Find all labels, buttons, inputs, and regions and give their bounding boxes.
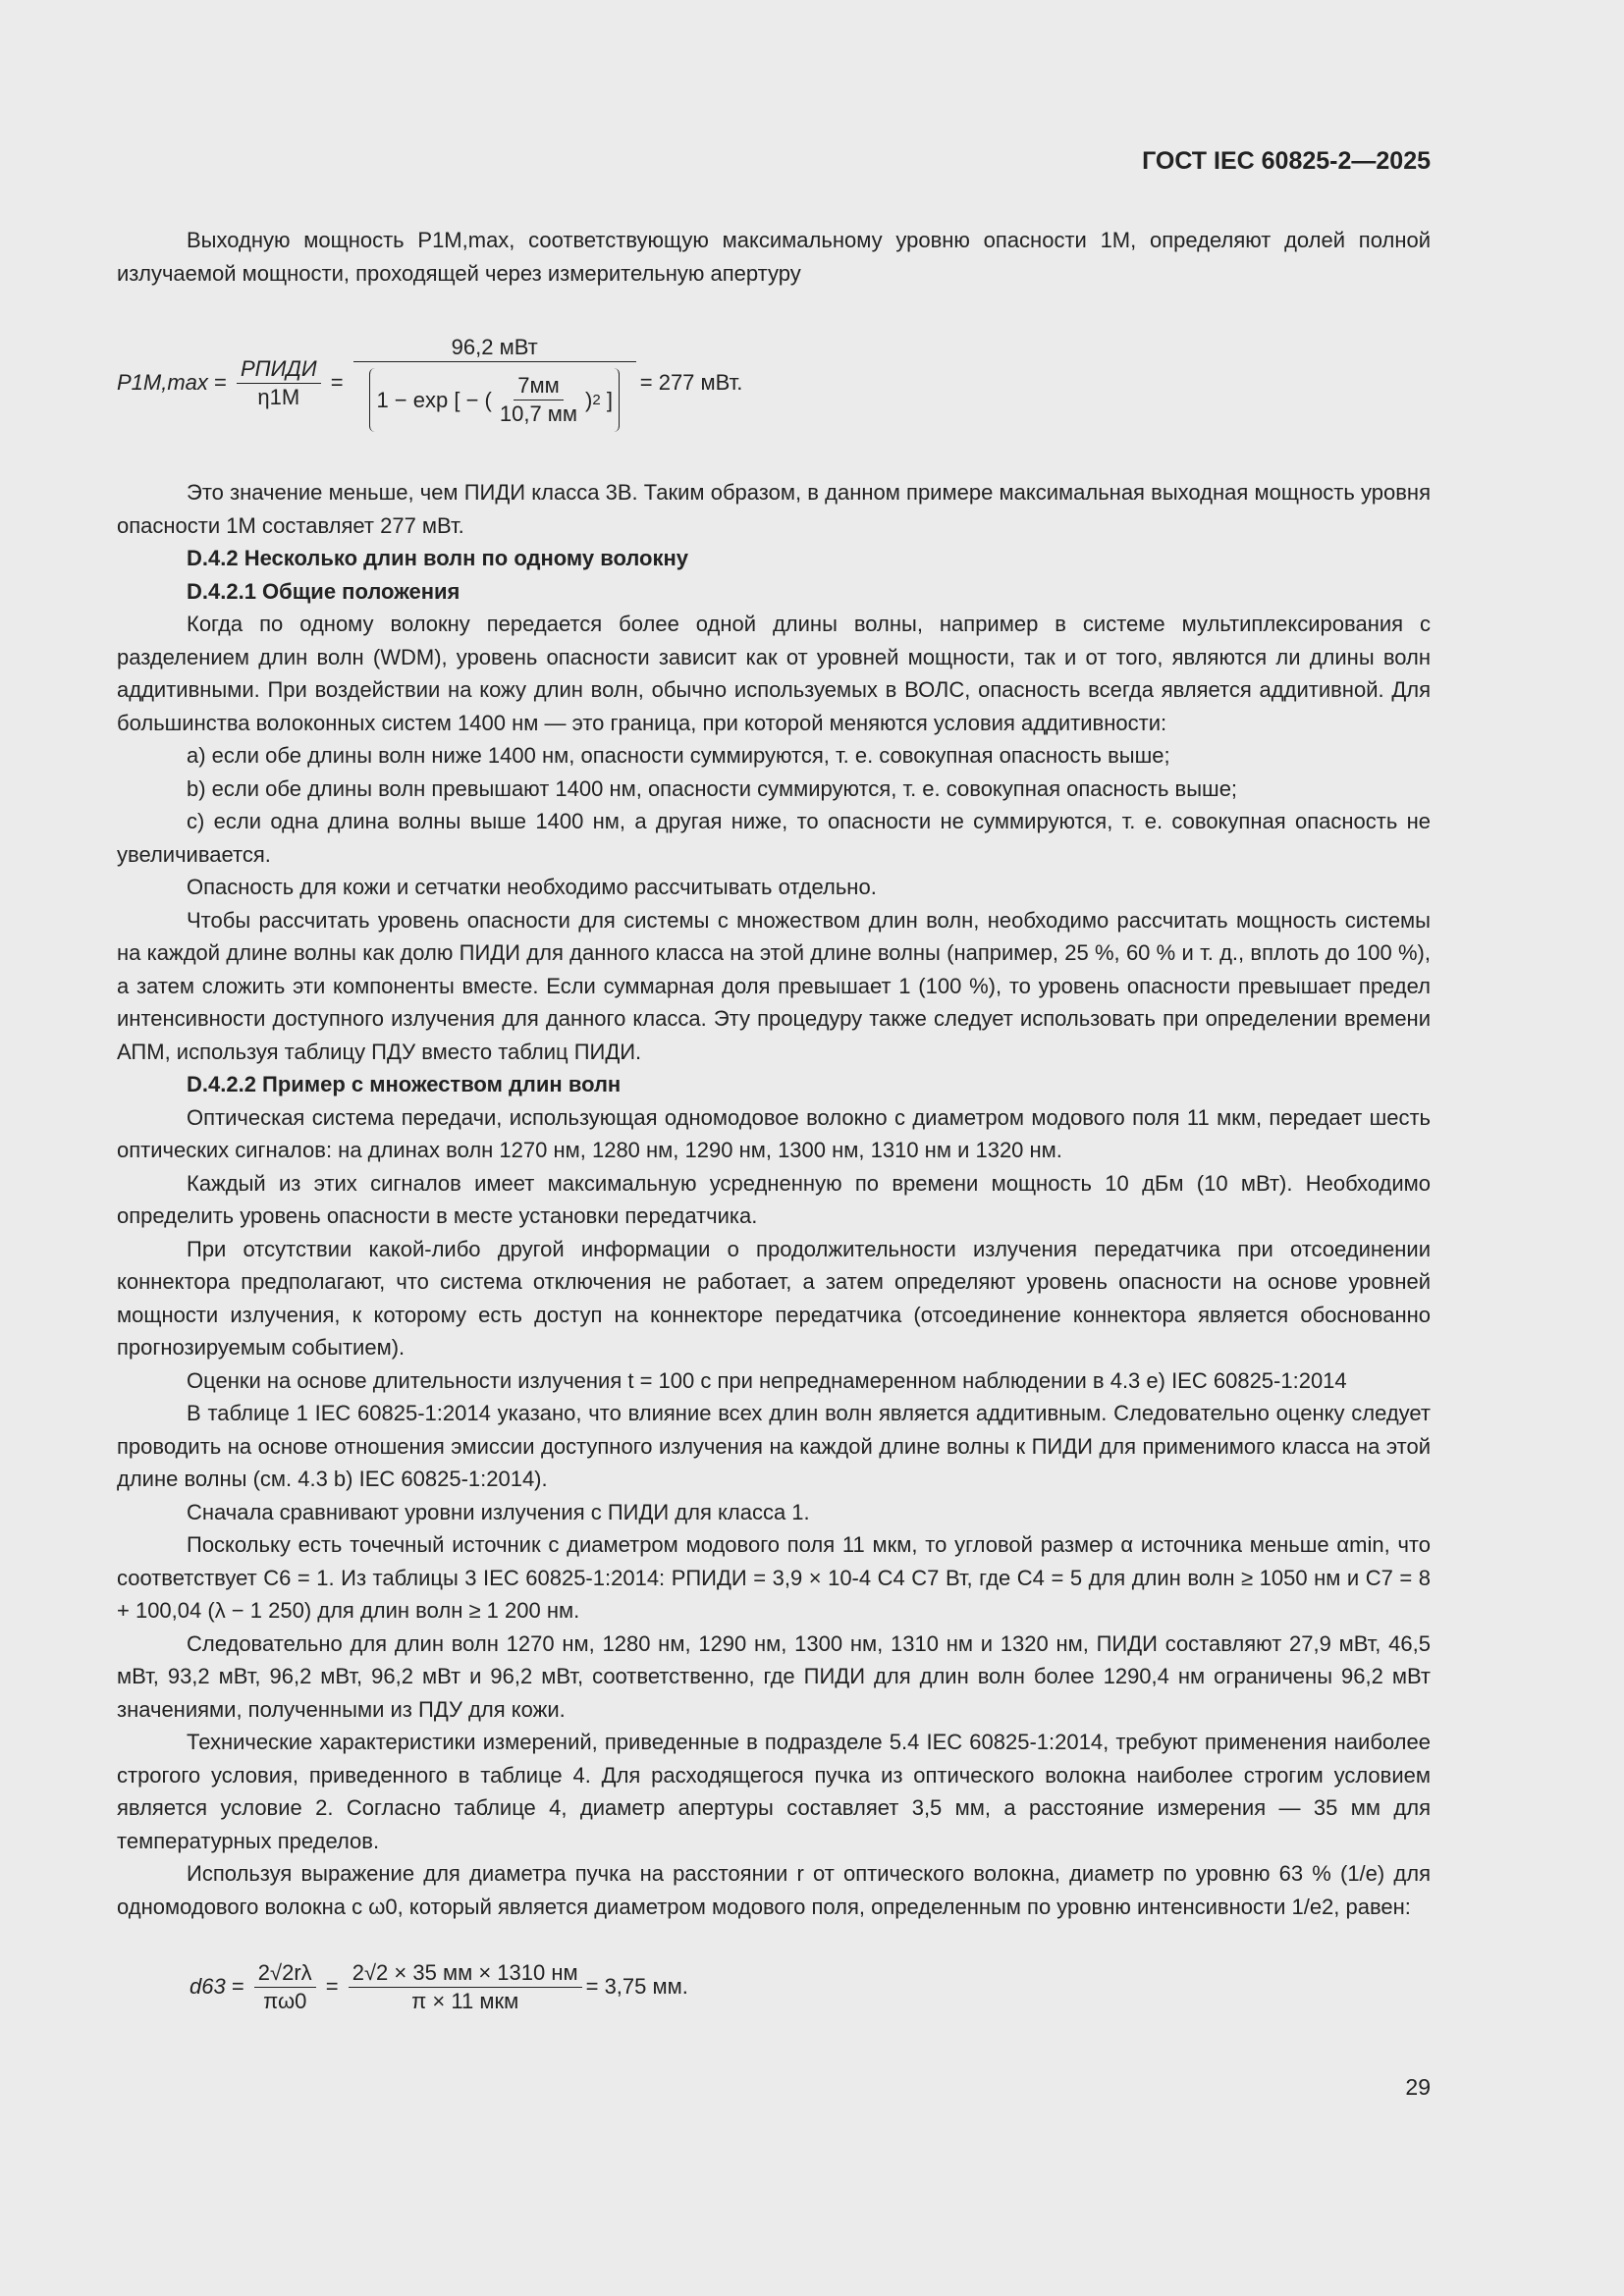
formula-exp-denominator xyxy=(365,362,623,432)
document-header: ГОСТ IEC 60825-2—2025 xyxy=(1142,147,1431,175)
list-item: b) если обе длины волн превышают 1400 нм, опасности суммируются, т. е. совокупная опасность выше; xyxy=(187,775,1238,801)
paragraph: Каждый из этих сигналов имеет максимальную усредненную по времени мощность 10 дБм (10 мВт). Необходимо определить уровень опасности в месте установки передатчика. xyxy=(117,1170,1431,1228)
formula-result: = 277 мВт. xyxy=(639,370,743,396)
list-item: c) если одна длина волны выше 1400 нм, а другая ниже, то опасности не суммируются, т. е. совокупная опасность не увеличивается. xyxy=(117,809,1431,867)
paragraph: В таблице 1 IEC 60825-1:2014 указано, что влияние всех длин волн является аддитивным. Следовательно оценку следует проводить на основе отношения эмиссии доступного излучения на каждой длине волны к ПИДИ для применимого класса на этой длине волны (см. 4.3 b) IEC 60825-1:2014). xyxy=(117,1401,1431,1491)
formula-d63: d63 = $\frac{2√2r\lambda}{\pi\omega 0}$ = $\frac{2√2 \times 35 мм \times 1310 нм}{\text{π × 11 мкм}}$ = 3,75 мм. xyxy=(189,1959,688,2013)
formula-main-fraction xyxy=(353,334,636,432)
paragraph: Используя выражение для диаметра пучка на расстоянии r от оптического волокна, диаметр по уровню 63 % (1/e) для одномодового волокна с ω0, который является диаметром модового поля, определенным по уровню интенсивности 1/e2, равен: xyxy=(117,1861,1431,1919)
section-heading: D.4.2 Несколько длин волн по одному волокну xyxy=(187,546,689,570)
paragraph: Оценки на основе длительности излучения t = 100 с при непреднамеренном наблюдении в 4.3 e) IEC 60825-1:2014 xyxy=(187,1367,1347,1393)
formula-inner-den: 10,7 мм xyxy=(499,401,578,426)
formula-fraction xyxy=(254,1959,316,2015)
formula-numerator: 2√2 × 35 мм × 1310 нм xyxy=(349,1959,582,1988)
formula-value: 96,2 мВт xyxy=(353,334,636,362)
paragraph: Когда по одному волокну передается более одной длины волны, например в системе мультиплексирования с разделением длин волн (WDM), уровень опасности зависит как от уровней мощности, так и от того, являются ли длины волн аддитивными. При воздействии на кожу длин волн, обычно используемых в ВОЛС, опасность всегда является аддитивной. Для большинства волоконных систем 1400 нм — это граница, при которой меняются условия аддитивности: xyxy=(117,612,1431,735)
paragraph: Сначала сравнивают уровни излучения с ПИДИ для класса 1. xyxy=(187,1499,810,1524)
subsection-heading: D.4.2.2 Пример с множеством длин волн xyxy=(187,1072,622,1096)
formula-fraction xyxy=(237,355,321,411)
paragraph: При отсутствии какой-либо другой информации о продолжительности излучения передатчика при отсоединении коннектора предполагают, что система отключения не работает, а затем определяют уровень опасности на основе уровней мощности излучения, к которому есть доступ на коннекторе передатчика (отсоединение коннектора является обоснованно прогнозируемым событием). xyxy=(117,1236,1431,1360)
paragraph: Оптическая система передачи, использующая одномодовое волокно с диаметром модового поля 11 мкм, передает шесть оптических сигналов: на длинах волн 1270 нм, 1280 нм, 1290 нм, 1300 нм, 1310 нм и 1320 нм. xyxy=(117,1104,1431,1162)
paragraph: Выходную мощность P1M,max, соответствующую максимальному уровню опасности 1М, определяют долей полной излучаемой мощности, проходящей через измерительную апертуру xyxy=(117,228,1431,286)
formula-denominator: η1M xyxy=(257,384,300,409)
subsection-heading: D.4.2.1 Общие положения xyxy=(187,578,460,604)
formula-result: = 3,75 мм. xyxy=(585,1974,688,2000)
paragraph: Поскольку есть точечный источник с диаметром модового поля 11 мкм, то угловой размер α источника меньше αmin, что соответствует C6 = 1. Из таблицы 3 IEC 60825-1:2014: PПИДИ = 3,9 × 10-4 C4 C7 Вт, где C4 = 5 для длин волн ≥ 1050 нм и C7 = 8 + 100,04 (λ − 1 250) для длин волн ≥ 1 200 нм. xyxy=(117,1532,1431,1623)
formula-denominator: πω0 xyxy=(263,1988,307,2013)
paragraph: Чтобы рассчитать уровень опасности для системы с множеством длин волн, необходимо рассчитать мощность системы на каждой длине волны как долю ПИДИ для данного класса на этой длине волны (например, 25 %, 60 % и т. д., вплоть до 100 %), а затем сложить эти компоненты вместе. Если суммарная доля превышает 1 (100 %), то уровень опасности превышает предел интенсивности доступного излучения для данного класса. Эту процедуру также следует использовать при определении времени АПМ, используя таблицу ПДУ вместо таблиц ПИДИ. xyxy=(117,907,1431,1064)
paragraph: Технические характеристики измерений, приведенные в подразделе 5.4 IEC 60825-1:2014, требуют применения наиболее строгого условия, приведенного в таблице 4. Для расходящегося пучка из оптического волокна наиболее строгим условием является условие 2. Согласно таблице 4, диаметр апертуры составляет 3,5 мм, а расстояние измерения — 35 мм для температурных пределов. xyxy=(117,1730,1431,1853)
formula-inner-num: 7мм xyxy=(514,372,564,400)
formula-inner-fraction xyxy=(496,372,581,428)
formula-fraction xyxy=(349,1959,582,2015)
paragraph: Это значение меньше, чем ПИДИ класса 3В. Таким образом, в данном примере максимальная выходная мощность уровня опасности 1М составляет 277 мВт. xyxy=(117,480,1431,538)
formula-lhs: P1M,max xyxy=(117,370,208,396)
page-number: 29 xyxy=(1405,2074,1431,2100)
formula-bracket: 1 − exp [ − ( $\frac{7мм}{10,7 мм}$ ) 2 ] xyxy=(369,368,620,432)
list-item: a) если обе длины волн ниже 1400 нм, опасности суммируются, т. е. совокупная опасность выше; xyxy=(187,743,1170,768)
formula-numerator: 2√2rλ xyxy=(254,1959,316,1988)
page-content xyxy=(117,224,1431,2031)
formula-lhs: d63 xyxy=(189,1974,226,2000)
paragraph: Опасность для кожи и сетчатки необходимо рассчитывать отдельно. xyxy=(187,875,877,899)
paragraph: Следовательно для длин волн 1270 нм, 1280 нм, 1290 нм, 1300 нм, 1310 нм и 1320 нм, ПИДИ составляют 27,9 мВт, 46,5 мВт, 93,2 мВт, 96,2 мВт, 96,2 мВт и 96,2 мВт, соответственно, где ПИДИ для длин волн более 1290,4 нм ограничены 96,2 мВт значениями, полученными из ПДУ для кожи. xyxy=(117,1630,1431,1722)
formula-p1m-max: P1M,max = $\frac{\text{PПИДИ}}{\eta 1M}$ = 96,2 мВт 1 − exp [ − ( $\frac{7мм}{10,7 мм}$ ) 2 ] = 277 мВт. xyxy=(117,290,1431,476)
formula-denominator: π × 11 мкм xyxy=(411,1988,519,2013)
formula-numerator: PПИДИ xyxy=(237,355,321,384)
